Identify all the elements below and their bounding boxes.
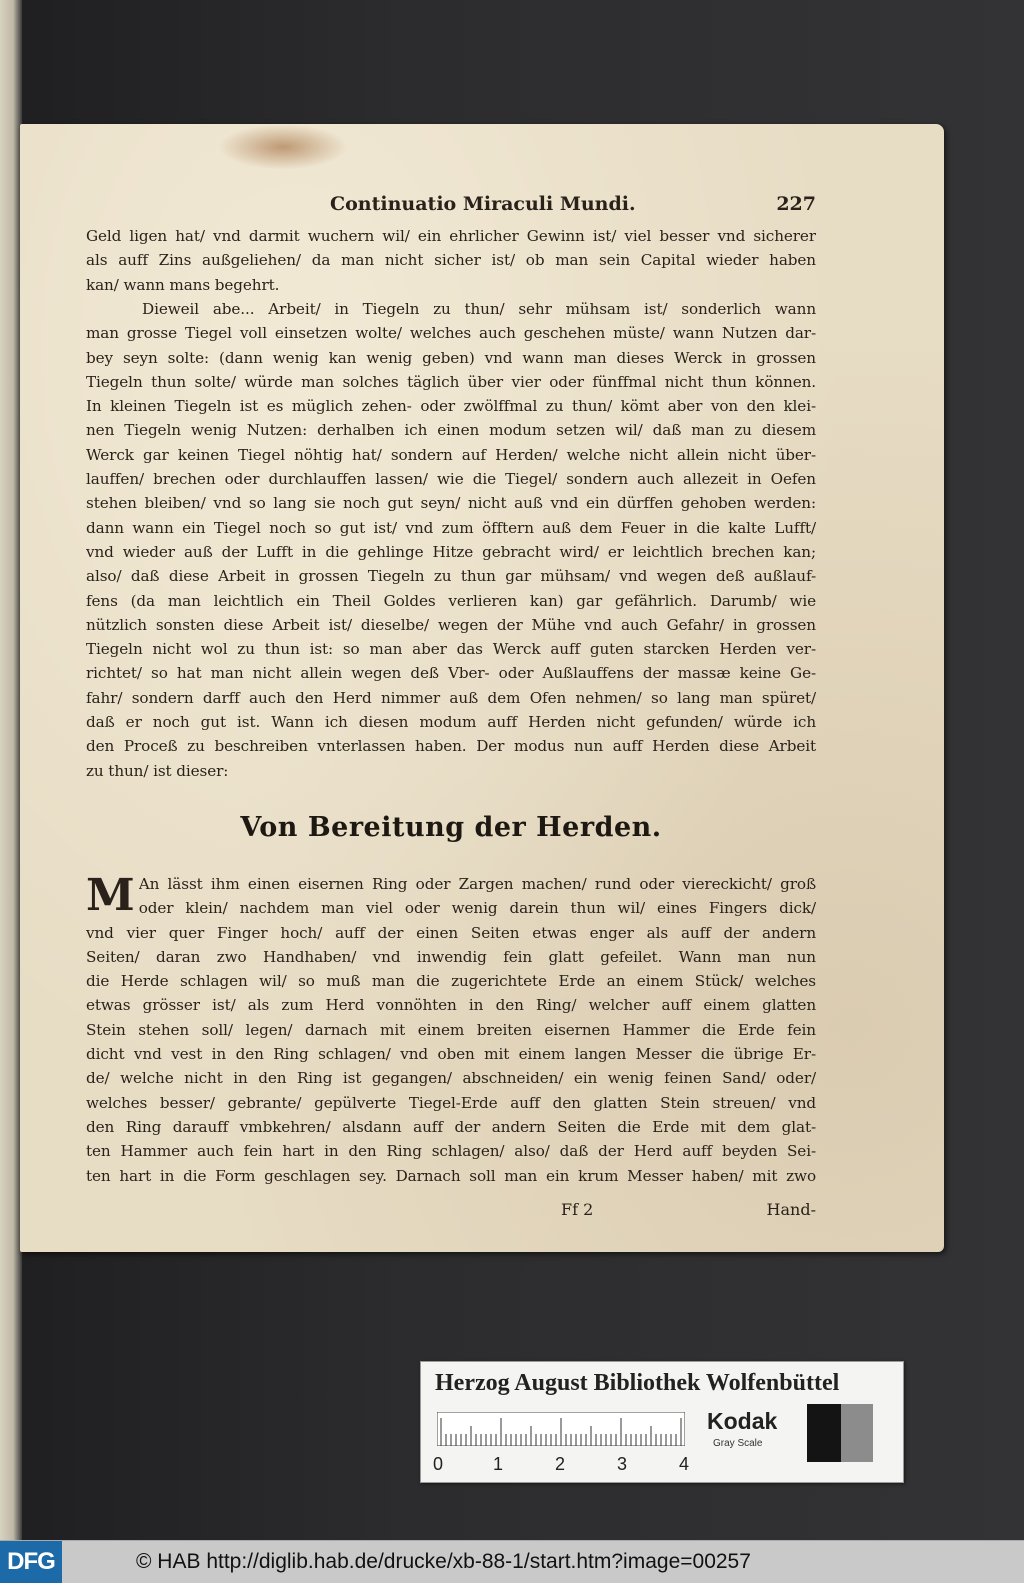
- page-footer: [86, 1200, 816, 1226]
- gray-swatch-gray: [841, 1404, 873, 1462]
- text-line: welches besser/ gebrante/ gepülverte Tiegel-Erde auff den glatten Stein streuen/ vnd: [86, 1093, 816, 1112]
- text-line: ten hart in die Form geschlagen sey. Darnach soll man ein krum Messer haben/ mit zwo: [86, 1166, 816, 1185]
- catchword: Hand-: [766, 1200, 816, 1219]
- calibration-card: [420, 1361, 904, 1483]
- text-line: An lässt ihm einen eisernen Ring oder Zargen machen/ rund oder viereckicht/ groß: [138, 875, 816, 893]
- signature-mark: Ff 2: [561, 1200, 594, 1219]
- kodak-logo: Kodak: [707, 1408, 778, 1434]
- text-line: fahr/ sondern darff auch den Herd nimmer auß dem Ofen nehmen/ so lang man spüret/: [86, 688, 816, 707]
- text-line: Tiegeln thun solte/ würde man solches täglich über vier oder fünffmal nicht thun können.: [86, 372, 816, 391]
- text-line: richtet/ so hat man nicht allein wegen deß Vber- oder Außlauffens der massæ keine Ge-: [86, 664, 816, 683]
- text-line: die Herde schlagen wil/ so muß man die zugerichtete Erde an einem Stück/ welches: [86, 972, 816, 991]
- ruler-icon: [437, 1412, 685, 1446]
- institution-name: Herzog August Bibliothek Wolfenbüttel: [435, 1370, 840, 1396]
- dfg-logo[interactable]: DFG: [0, 1541, 62, 1583]
- paragraph-2: [86, 297, 816, 783]
- text-line: In kleinen Tiegeln ist es müglich zehen- oder zwölffmal zu thun/ kömt aber von den klei-: [86, 397, 816, 416]
- text-line: den Ring darauff vmbkehren/ alsdann auff der andern Seiten die Erde mit dem glat-: [86, 1117, 816, 1136]
- text-line: Tiegeln nicht wol zu thun ist: so man aber das Werck auff guten starcken Herden ver-: [86, 640, 816, 659]
- text-line: den Proceß zu beschreiben vnterlassen haben. Der modus nun auff Herden diese Arbeit: [86, 737, 816, 756]
- text-line: kan/ wann mans begehrt.: [86, 275, 280, 294]
- binding-edge: [0, 0, 22, 1540]
- page-stain: [218, 124, 348, 170]
- gray-swatch-black: [807, 1404, 841, 1462]
- text-line: de/ welche nicht in den Ring ist gegangen/ abschneiden/ ein wenig feinen Sand/ oder/: [86, 1069, 816, 1088]
- text-line: zu thun/ ist dieser:: [86, 761, 229, 780]
- running-title: Continuatio Miraculi Mundi.: [330, 193, 636, 215]
- running-header: [86, 193, 816, 223]
- text-line: also/ daß diese Arbeit in grossen Tiegeln zu thun gar mühsam/ vnd wegen deß außlauf-: [86, 567, 816, 586]
- ruler-labels: [429, 1454, 699, 1478]
- ruler-number: 2: [555, 1454, 566, 1474]
- text-line: oder klein/ nachdem man viel oder wenig darein thun wil/ eines Fingers dick/: [138, 899, 816, 918]
- viewer-footer-bar: [0, 1540, 1024, 1583]
- text-line: bey seyn solte: (dann wenig kan wenig geben) vnd wann man dieses Werck in grossen: [86, 348, 816, 367]
- ruler-number: 1: [493, 1454, 504, 1474]
- text-line: lauffen/ brechen oder durchlauffen lassen/ wie die Tiegel/ sondern auch allezeit in Oefen: [86, 470, 816, 489]
- text-line: nen Tiegeln wenig Nutzen: derhalben ich einen modum setzen wil/ daß man zu diesem: [86, 421, 816, 440]
- copyright-link[interactable]: © HAB http://diglib.hab.de/drucke/xb-88-1/start.htm?image=00257: [136, 1550, 751, 1573]
- text-line: dann wann ein Tiegel noch so gut ist/ vnd zum öfftern auß dem Feuer in die kalte Lufft/: [86, 518, 816, 537]
- text-line: ten Hammer auch fein hart in den Ring schlagen/ also/ daß der Herd auff beyden Sei-: [86, 1142, 816, 1161]
- text-line: etwas grösser ist/ als zum Herd vonnöhten in den Ring/ welcher auff einem glatten: [86, 996, 816, 1015]
- text-line: als auff Zins außgeliehen/ da man nicht sicher ist/ ob man sein Capital wieder haben: [86, 251, 816, 270]
- ruler-number: 0: [433, 1454, 444, 1474]
- text-line: Stein stehen soll/ legen/ darnach mit einem breiten eisernen Hammer die Erde fein: [86, 1020, 816, 1039]
- text-line: daß er noch gut ist. Wann ich diesen modum auff Herden nicht gefunden/ würde ich: [86, 713, 816, 732]
- text-line: dicht vnd vest in den Ring schlagen/ vnd oben mit einem langen Messer die übrige Er-: [86, 1045, 816, 1064]
- text-line: vnd vier quer Finger hoch/ auff der einen Seiten etwas enger als auff der andern: [86, 923, 816, 942]
- ruler-number: 3: [617, 1454, 628, 1474]
- text-line: nützlich sonsten diese Arbeit ist/ dieselbe/ wegen der Mühe vnd auch Gefahr/ in grossen: [86, 615, 816, 634]
- paragraph-3: [86, 872, 816, 1188]
- text-line: stehen bleiben/ vnd so lang sie noch gut seyn/ nicht auß vnd ein dürffen gehoben werden:: [86, 494, 816, 513]
- text-line: fens (da man leichtlich ein Theil Goldes verlieren kan) gar gefährlich. Darumb/ wie: [86, 591, 816, 610]
- text-line: Werck gar keinen Tiegel nöhtig hat/ sondern auf Herden/ welche nicht allein nicht über-: [86, 445, 816, 464]
- text-line: man grosse Tiegel voll einsetzen wolte/ welches auch geschehen müste/ wann Nutzen dar-: [86, 324, 816, 343]
- gray-scale-label: Gray Scale: [713, 1438, 763, 1449]
- page-number: 227: [776, 193, 816, 215]
- paragraph-1: [86, 224, 816, 297]
- drop-cap: M: [86, 870, 135, 921]
- text-line: Seiten/ daran zwo Handhaben/ vnd inwendig fein glatt gefeilet. Wann man nun: [86, 947, 816, 966]
- text-line: Geld ligen hat/ vnd darmit wuchern wil/ ein ehrlicher Gewinn ist/ viel besser vnd sicherer: [86, 227, 816, 245]
- text-line: Dieweil abe... Arbeit/ in Tiegeln zu thun/ sehr mühsam ist/ sonderlich wann: [142, 300, 816, 318]
- text-line: vnd wieder auß der Lufft in die gehlinge Hitze gebracht wird/ er leichtlich brechen kan;: [86, 542, 816, 561]
- ruler-number: 4: [679, 1454, 690, 1474]
- section-heading: Von Bereitung der Herden.: [240, 812, 662, 843]
